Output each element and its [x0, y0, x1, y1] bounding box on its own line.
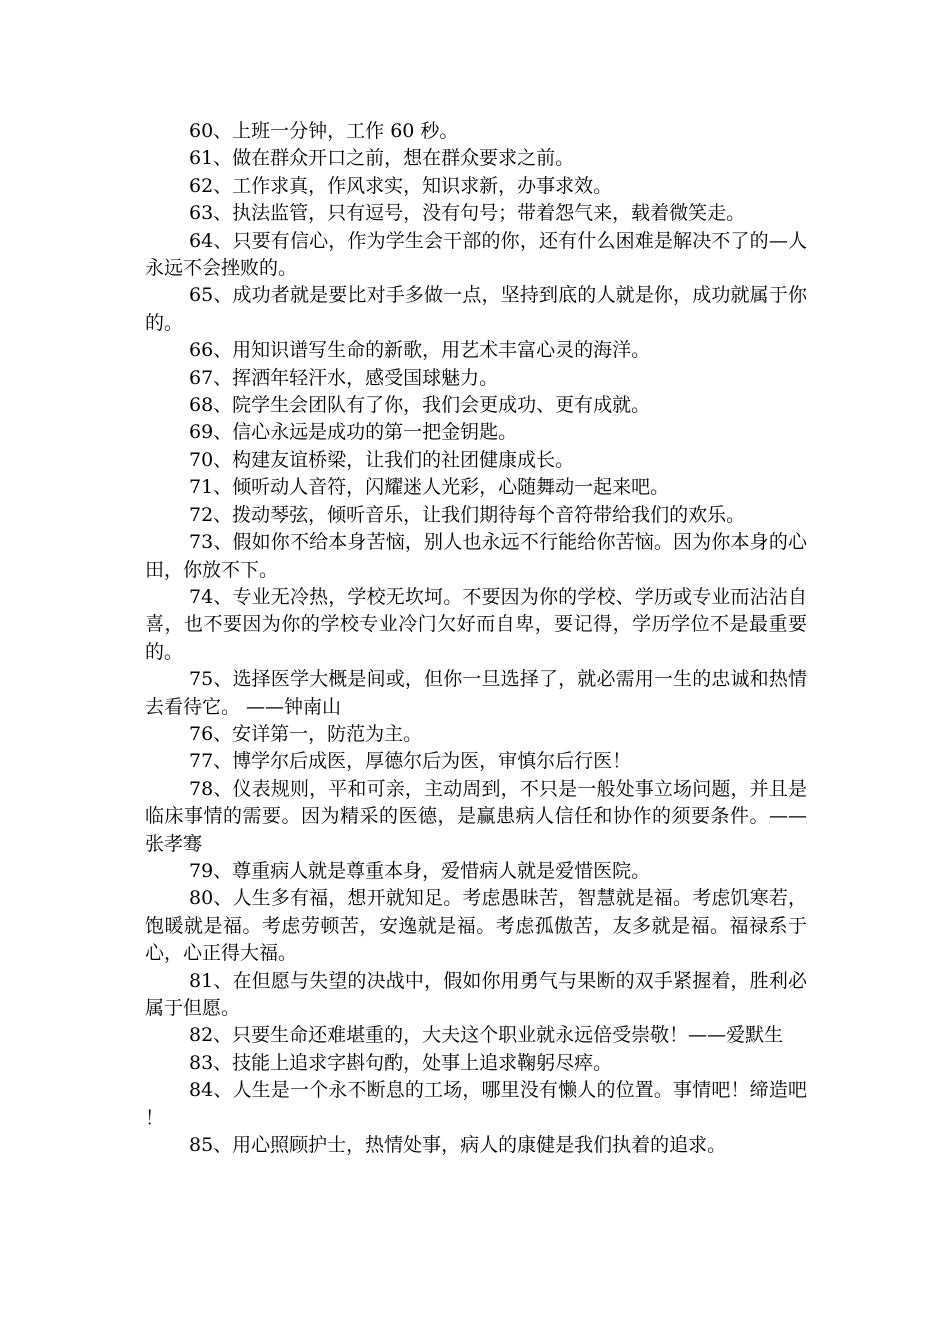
list-item: 80、人生多有福，想开就知足。考虑愚昧苦，智慧就是福。考虑饥寒若，饱暖就是福。考虑劳顿苦，安逸就是福。考虑孤傲苦，友多就是福。福禄系于心，心正得大福。	[145, 887, 807, 965]
list-item: 74、专业无冷热，学校无坎坷。不要因为你的学校、学历或专业而沾沾自喜，也不要因为你的学校专业冷门欠好而自卑，要记得，学历学位不是最重要的。	[145, 585, 807, 663]
list-item: 78、仪表规则，平和可亲，主动周到，不只是一般处事立场问题，并且是临床事情的需要。因为精采的医德，是赢患病人信任和协作的须要条件。——张孝骞	[145, 777, 807, 855]
list-item: 62、工作求真，作风求实，知识求新，办事求效。	[189, 174, 613, 197]
list-item: 60、上班一分钟，工作 60 秒。	[189, 120, 459, 142]
list-item: 71、倾听动人音符，闪耀迷人光彩，心随舞动一起来吧。	[189, 476, 670, 499]
list-item: 76、安详第一，防范为主。	[189, 722, 423, 745]
list-item: 67、挥洒年轻汗水，感受国球魅力。	[189, 366, 499, 389]
list-item: 72、拨动琴弦，倾听音乐，让我们期待每个音符带给我们的欢乐。	[189, 503, 746, 526]
list-item: 82、只要生命还难堪重的，大夫这个职业就永远倍受崇敬！——爱默生	[189, 1024, 784, 1047]
list-item: 79、尊重病人就是尊重本身，爱惜病人就是爱惜医院。	[189, 859, 651, 882]
list-item: 63、执法监管，只有逗号，没有句号；带着怨气来，载着微笑走。	[189, 202, 746, 225]
list-item: 65、成功者就是要比对手多做一点，坚持到底的人就是你，成功就属于你的。	[145, 284, 807, 334]
list-item: 84、人生是一个永不断息的工场，哪里没有懒人的位置。事情吧！缔造吧！	[145, 1079, 807, 1129]
text-column	[145, 118, 807, 1159]
list-item: 73、假如你不给本身苦恼，别人也永远不行能给你苦恼。因为你本身的心田，你放不下。	[145, 531, 807, 581]
list-item: 81、在但愿与失望的决战中，假如你用勇气与果断的双手紧握着，胜利必属于但愿。	[145, 969, 807, 1019]
list-item: 70、构建友谊桥梁，让我们的社团健康成长。	[189, 448, 575, 471]
list-item: 69、信心永远是成功的第一把金钥匙。	[189, 421, 518, 444]
list-item: 68、院学生会团队有了你，我们会更成功、更有成就。	[189, 394, 651, 417]
list-item: 77、博学尔后成医，厚德尔后为医，审慎尔后行医！	[189, 750, 632, 773]
list-item: 75、选择医学大概是间或，但你一旦选择了，就必需用一生的忠诚和热情去看待它。 ——钟南山	[145, 668, 807, 718]
list-item: 85、用心照顾护士，热情处事，病人的康健是我们执着的追求。	[189, 1134, 727, 1157]
list-item: 83、技能上追求字斟句酌，处事上追求鞠躬尽瘁。	[189, 1051, 613, 1074]
list-item: 61、做在群众开口之前，想在群众要求之前。	[189, 147, 575, 170]
list-item: 64、只要有信心，作为学生会干部的你，还有什么困难是解决不了的—人永远不会挫败的。	[145, 229, 807, 280]
list-item: 66、用知识谱写生命的新歌，用艺术丰富心灵的海洋。	[189, 339, 651, 362]
